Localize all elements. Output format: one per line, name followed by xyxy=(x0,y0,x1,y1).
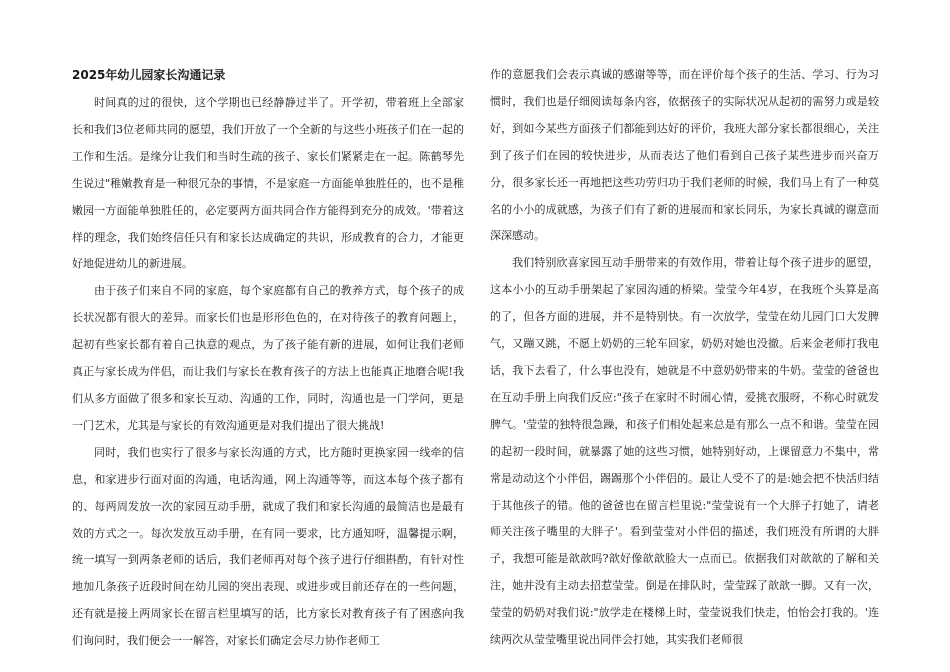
paragraph-family-differences: 由于孩子们来自不同的家庭，每个家庭都有自己的教养方式，每个孩子的成长状况都有很大的差异。而家长们也是形形色色的，在对待孩子的教育问题上，起初有些家长都有着自己执意的观点，为了孩子能有新的进展，如何让我们老师真正与家长成为伴侣，而让我们与家长在教育孩子的方法上也能真正地磨合呢!我们从多方面做了很多和家长互动、沟通的工作，同时，沟通也是一门学问，更是一门艺术，尤其是与家长的有效沟通更是对我们提出了很大挑战! xyxy=(72,284,464,432)
paragraph-communication-methods: 同时，我们也实行了很多与家长沟通的方式，比方随时更换家园一线牵的信息，和家进步行面对面的沟通，电话沟通，网上沟通等等，而这本每个孩子都有的、每两周发放一次的家园互动手册，就成了我们和家长沟通的最简洁也是最有效的方式之一。每次发放互动手册，在有同一要求，比方通知呀，温馨提示啊，统一填写一到两条老师的话后，我们老师再对每个孩子进行仔细斟酌，有针对性地加几条孩子近段时间在幼儿园的突出表现、或进步或目前还存在的一些问题，还有就是接上两周家长在留言栏里填写的话，比方家长对教育孩子有了困惑向我们询问时，我们便会一一解答，对家长们确定会尽力协作老师工 xyxy=(72,445,464,648)
paragraph-continued: 作的意愿我们会表示真诚的感谢等等，而在评价每个孩子的生活、学习、行为习惯时，我们也是仔细阅读每条内容，依据孩子的实际状况从起初的需努力或是较好，到如今某些方面孩子们都能到达好的评价，我班大部分家长都很细心，关注到了孩子们在园的较快进步，从而表达了他们看到自己孩子某些进步而兴奋万分，很多家长还一再地把这些功劳归功于我们老师的时候，我们马上有了一种莫名的小小的成就感，为孩子们有了新的进展而和家长同乐，为家长真诚的谢意而深深感动。 xyxy=(490,68,879,243)
right-column xyxy=(490,62,879,654)
paragraph-yingying-case: 我们特别欣喜家园互动手册带来的有效作用，带着让每个孩子进步的愿望，这本小小的互动手册架起了家园沟通的桥梁。莹莹今年4岁，在我班个头算是高的了，但各方面的进展，并不是特别快。有一次放学，莹莹在幼儿园门口大发脾气，又蹦又跳，不愿上奶奶的三轮车回家，奶奶对她也没撤。后来金老师打我电话，我下去看了，什么事也没有，她就是不中意奶奶带来的牛奶。莹莹的爸爸也在互动手册上向我们反应:"孩子在家时不时闹心情，爱挑衣服呀，不称心时就发脾气。'莹莹的独特很急躁，和孩子们相处起来总是有那么一点不和谐。莹莹在园的起初一段时间，就暴露了她的这些习惯，她特别好动，上课留意力不集中，常常是动动这个小伴侣，踢踢那个小伴侣的。最让人受不了的是:她会把不快活归结于其他孩子的错。他的爸爸也在留言栏里说:"莹莹说有一个大胖子打她了，请老师关注孩子嘴里的大胖子'。看到莹莹对小伴侣的描述，我们班没有所谓的大胖子，我想可能是歆歆吗?歆好像歆歆脸大一点而已。依据我们对歆歆的了解和关注，她并没有主动去招惹莹莹。倒是在排队时，莹莹踩了歆歆一脚。又有一次，莹莹的奶奶对我们说:"放学走在楼梯上时，莹莹说我们快走，怕怡会打我的。'连续两次从莹莹嘴里说出同伴会打她，其实我们老师很 xyxy=(490,256,879,647)
left-column xyxy=(72,62,464,655)
paragraph-intro: 时间真的过的很快，这个学期也已经静静过半了。开学初，带着班上全部家长和我们3位老师共同的愿望，我们开放了一个全新的与这些小班孩子们在一起的工作和生活。是缘分让我们和当时生疏的孩子、家长们紧紧走在一起。陈鹤琴先生说过"稚嫩教育是一种很冗杂的事情，不是家庭一方面能单独胜任的，也不是稚嫩园一方面能单独胜任的，必定要两方面共同合作方能得到充分的成效。'带着这样的理念，我们始终信任只有和家长达成确定的共识，形成教育的合力，才能更好地促进幼儿的新进展。 xyxy=(72,96,464,271)
document-title: 2025年幼儿园家长沟通记录 xyxy=(72,68,226,82)
